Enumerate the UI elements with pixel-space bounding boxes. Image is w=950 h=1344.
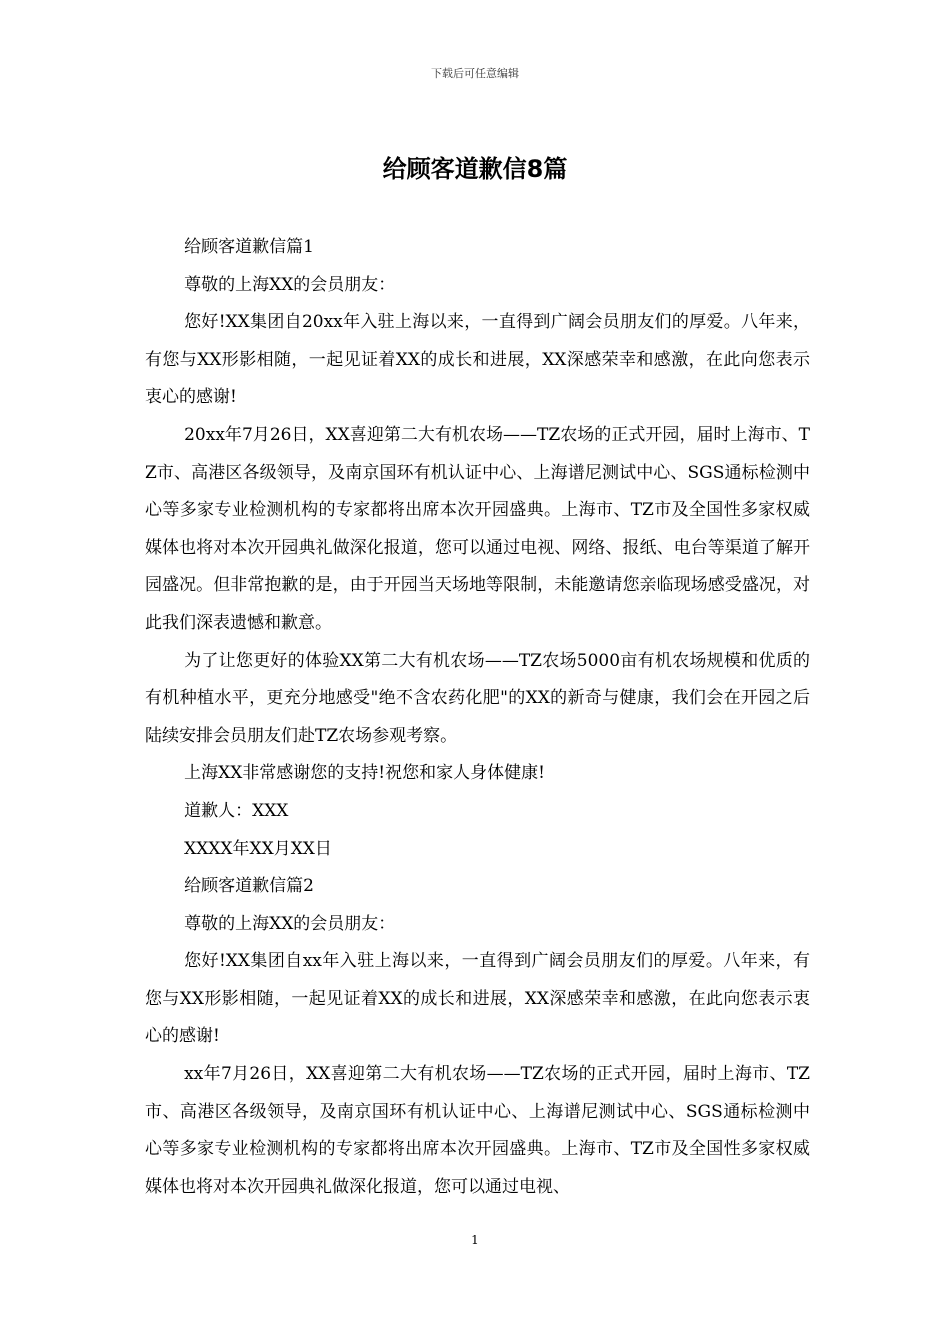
body-paragraph: 您好!XX集团自xx年入驻上海以来，一直得到广阔会员朋友们的厚爱。八年来，有您与XX形影相随，一起见证着XX的成长和进展，XX深感荣幸和感激，在此向您表示衷心的感谢! (145, 951, 810, 1047)
body-paragraph: 您好!XX集团自20xx年入驻上海以来，一直得到广阔会员朋友们的厚爱。八年来，有您与XX形影相随，一起见证着XX的成长和进展，XX深感荣幸和感激，在此向您表示衷心的感谢! (145, 312, 810, 408)
closing-paragraph: 上海XX非常感谢您的支持!祝您和家人身体健康! (184, 763, 545, 784)
page-header-note: 下载后可任意编辑 (431, 67, 519, 80)
document-title: 给顾客道歉信8篇 (382, 155, 568, 183)
salutation-paragraph: 尊敬的上海XX的会员朋友： (184, 274, 396, 295)
salutation-paragraph: 尊敬的上海XX的会员朋友： (184, 913, 396, 934)
section-heading-1: 给顾客道歉信篇1 (184, 237, 314, 257)
date-line: XXXX年XX月XX日 (184, 838, 332, 859)
body-paragraph: 为了让您更好的体验XX第二大有机农场——TZ农场5000亩有机农场规模和优质的有机种植水平，更充分地感受"绝不含农药化肥"的XX的新奇与健康，我们会在开园之后陆续安排会员朋友们赴TZ农场参观考察。 (145, 650, 810, 746)
document-body (145, 229, 810, 1206)
body-paragraph: xx年7月26日，XX喜迎第二大有机农场——TZ农场的正式开园，届时上海市、TZ市、高港区各级领导，及南京国环有机认证中心、上海谱尼测试中心、SGS通标检测中心等多家专业检测机构的专家都将出席本次开园盛典。上海市、TZ市及全国性多家权威媒体也将对本次开园典礼做深化报道，您可以通过电视、 (145, 1064, 810, 1197)
page-number: 1 (471, 1233, 479, 1247)
body-paragraph: 20xx年7月26日，XX喜迎第二大有机农场——TZ农场的正式开园，届时上海市、TZ市、高港区各级领导，及南京国环有机认证中心、上海谱尼测试中心、SGS通标检测中心等多家专业检测机构的专家都将出席本次开园盛典。上海市、TZ市及全国性多家权威媒体也将对本次开园典礼做深化报道，您可以通过电视、网络、报纸、电台等渠道了解开园盛况。但非常抱歉的是，由于开园当天场地等限制，未能邀请您亲临现场感受盛况，对此我们深表遗憾和歉意。 (145, 424, 810, 633)
signature-line: 道歉人：XXX (184, 800, 289, 821)
section-heading-2: 给顾客道歉信篇2 (184, 876, 314, 897)
